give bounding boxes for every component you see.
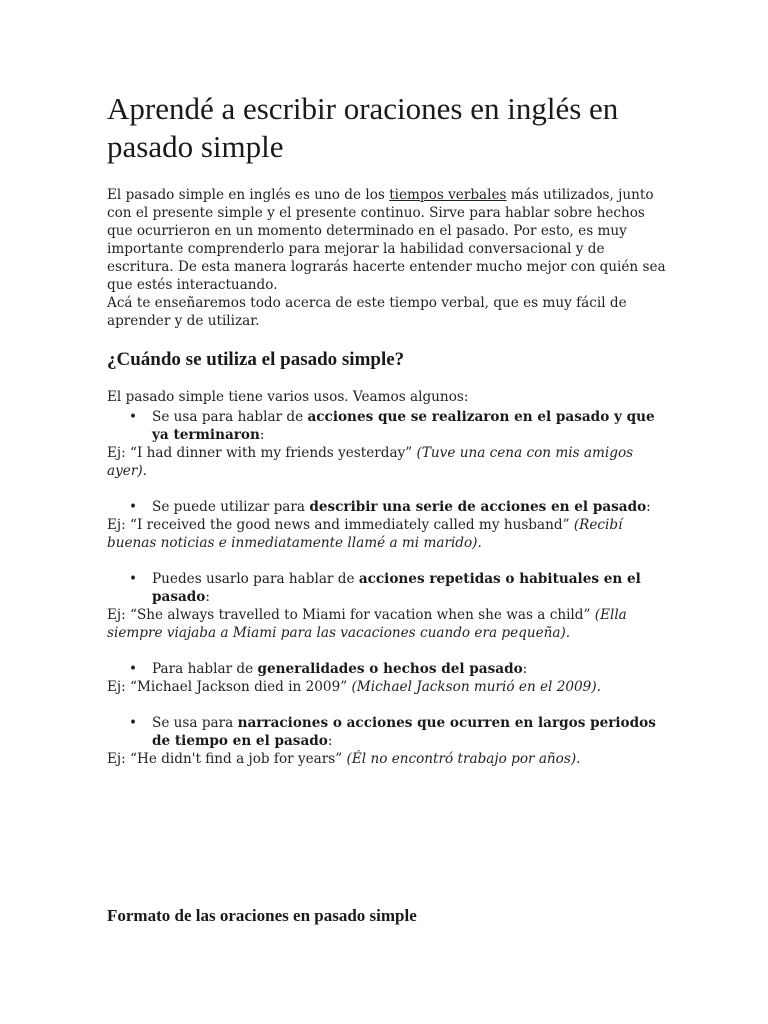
usage-text: Se usa para [152,715,238,731]
usage-bold-text: acciones que se realizaron en el pasado y que ya terminaron [152,409,655,443]
example-line [107,606,667,642]
example-line [107,516,667,552]
list-item [107,714,667,750]
usage-bold-text: generalidades o hechos del pasado [257,661,523,677]
example-english: Ej: “I had dinner with my friends yesterday” [107,445,417,461]
section-heading-format: Formato de las oraciones en pasado simple [107,906,417,925]
list-item [107,570,667,606]
list-item [107,408,667,444]
bullet-icon: • [129,571,138,587]
example-spanish: (Él no encontró trabajo por años). [346,751,581,767]
usage-colon: : [646,499,651,515]
section-lead: El pasado simple tiene varios usos. Veamos algunos: [107,389,469,405]
usage-text: Se usa para hablar de [152,409,308,425]
bullet-icon: • [129,715,138,731]
usage-bold-text: describir una serie de acciones en el pasado [309,499,647,515]
usage-item [107,714,667,768]
section-heading-usage: ¿Cuándo se utiliza el pasado simple? [107,349,405,370]
usage-bold-text: narraciones o acciones que ocurren en largos periodos de tiempo en el pasado [152,715,656,749]
usage-item [107,570,667,642]
list-item [107,498,667,516]
usage-text: Puedes usarlo para hablar de [152,571,359,587]
usage-list [107,408,667,768]
page-title: Aprendé a escribir oraciones en inglés en pasado simple [107,91,619,164]
usage-item [107,408,667,480]
bullet-icon: • [129,409,138,425]
usage-text: Para hablar de [152,661,258,677]
usage-colon: : [259,427,265,443]
example-english: Ej: “I received the good news and immediately called my husband” [107,517,574,533]
intro-paragraph [107,186,667,294]
intro-text-before: El pasado simple en inglés es uno de los [107,187,390,203]
example-english: Ej: “He didn't find a job for years” [107,751,347,767]
example-english: Ej: “She always travelled to Miami for vacation when she was a child” [107,607,595,623]
intro-line-2: Acá te enseñaremos todo acerca de este tiempo verbal, que es muy fácil de aprender y de utilizar. [107,295,627,329]
tiempos-verbales-link[interactable]: tiempos verbales [389,187,507,203]
example-spanish: (Ella siempre viajaba a Miami para las vacaciones cuando era pequeña). [107,607,627,641]
example-line [107,678,667,696]
example-line [107,444,667,480]
usage-item [107,660,667,696]
document-body [107,90,667,786]
format-section [107,904,667,928]
intro-text-after: más utilizados, junto con el presente simple y el presente continuo. Sirve para hablar sobre hechos que ocurrieron en un momento determinado en el pasado. Por esto, es muy importante comprenderlo para mejorar la habilidad conversacional y de escritura. De esta manera lograrás hacerte entender mucho mejor con quién sea que estés interactuando. [107,187,666,293]
usage-text: Se puede utilizar para [152,499,310,515]
example-spanish: (Tuve una cena con mis amigos ayer). [107,445,634,479]
usage-colon: : [205,589,210,605]
example-spanish: (Michael Jackson murió en el 2009). [351,679,601,695]
usage-item [107,498,667,552]
example-spanish: (Recibí buenas noticias e inmediatamente llamé a mi marido). [107,517,623,551]
example-english: Ej: “Michael Jackson died in 2009” [107,679,352,695]
bullet-icon: • [129,499,138,515]
usage-colon: : [522,661,528,677]
bullet-icon: • [129,661,138,677]
usage-colon: : [327,733,333,749]
example-line [107,750,667,768]
list-item [107,660,667,678]
usage-bold-text: acciones repetidas o habituales en el pasado [152,571,641,605]
